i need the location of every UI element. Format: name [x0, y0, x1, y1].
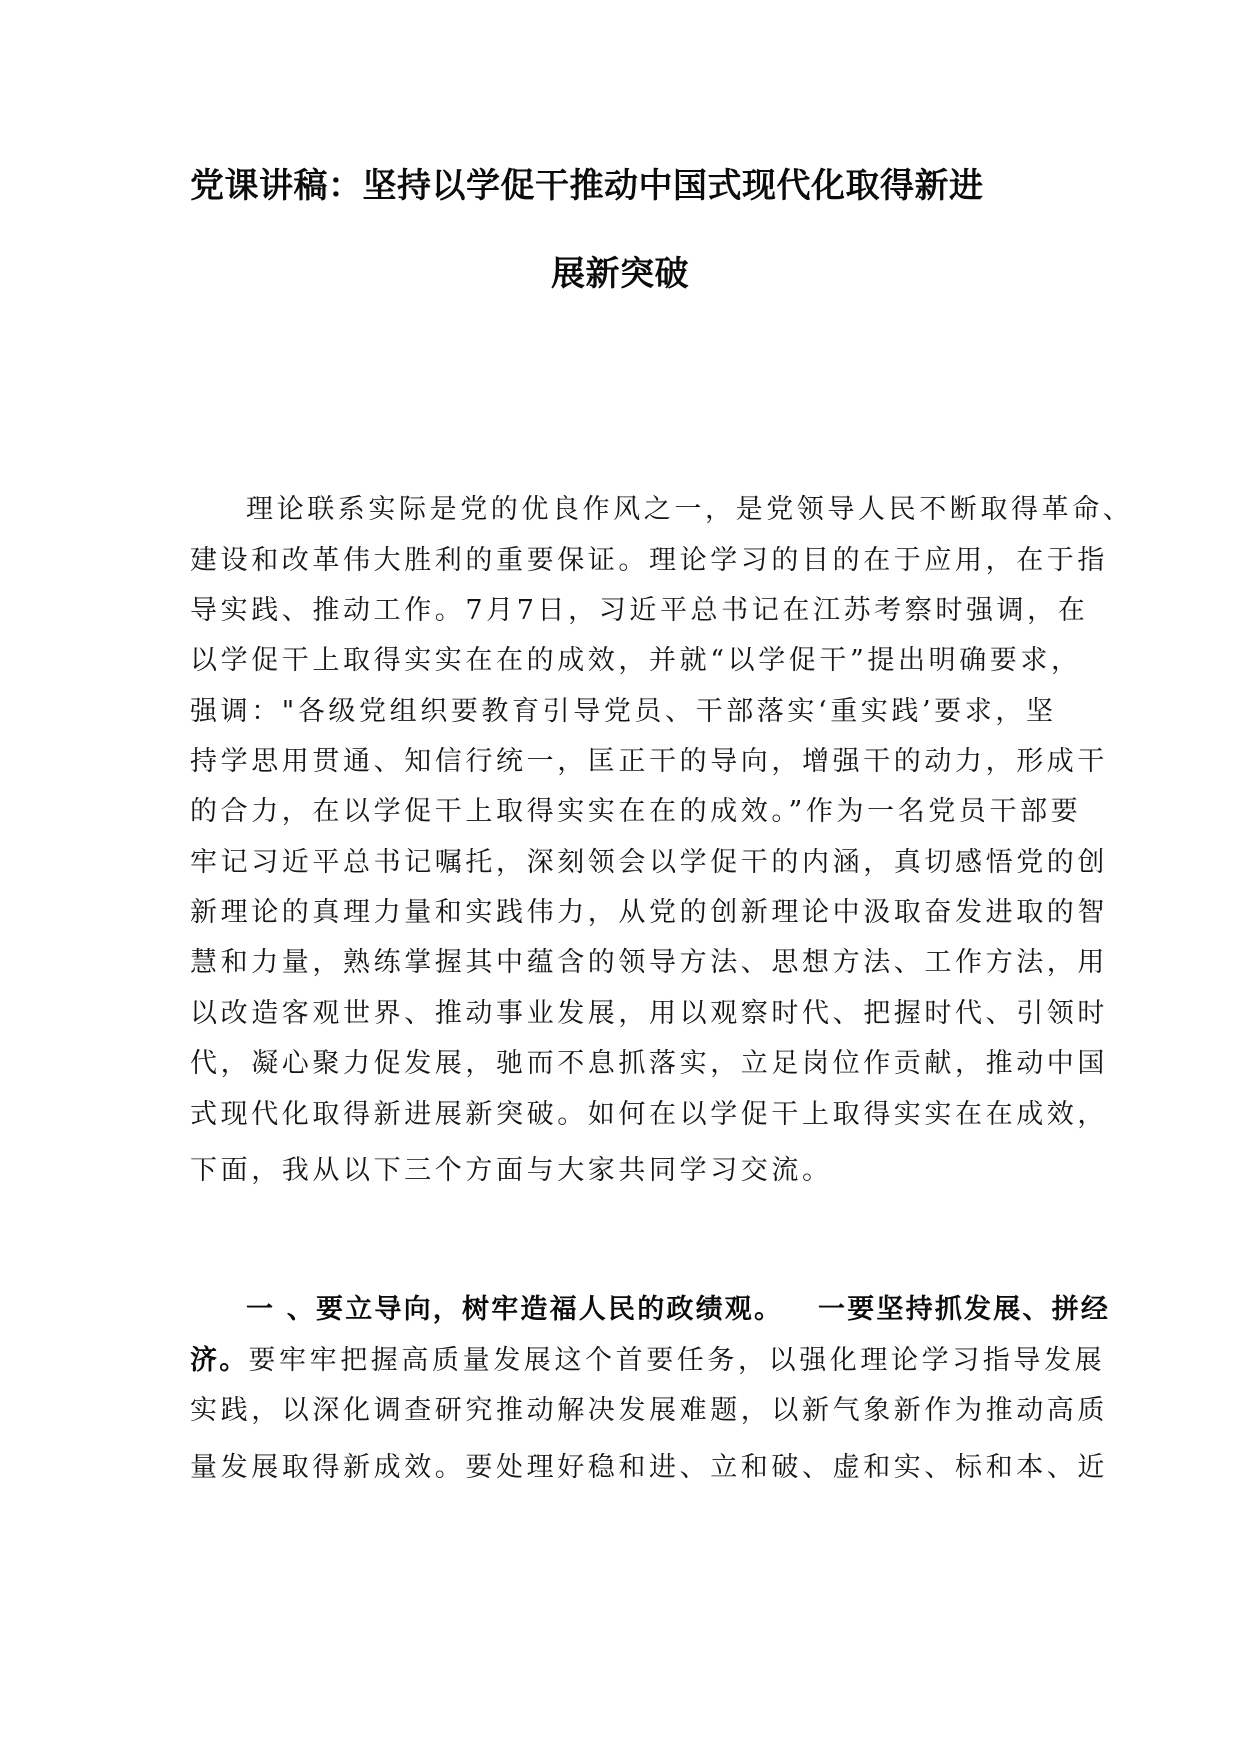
section-line-rest: 要牢牢把握高质量发展这个首要任务，以强化理论学习指导发展	[248, 1345, 1106, 1376]
section-subheading-cont: 济。	[190, 1345, 249, 1376]
paragraph-line: 新理论的真理力量和实践伟力，从党的创新理论中汲取奋发进取的智	[190, 897, 1108, 928]
section-heading: 一 、要立导向，树牢造福人民的政绩观。	[246, 1294, 784, 1325]
paragraph-line: 建设和改革伟大胜利的重要保证。理论学习的目的在于应用，在于指	[190, 545, 1108, 576]
paragraph-line: 以改造客观世界、推动事业发展，用以观察时代、把握时代、引领时	[190, 998, 1108, 1029]
paragraph-line: 慧和力量，熟练掌握其中蕴含的领导方法、思想方法、工作方法，用	[190, 947, 1108, 978]
paragraph-line: 牢记习近平总书记嘱托，深刻领会以学促干的内涵，真切感悟党的创	[190, 847, 1108, 878]
paragraph-line: 以学促干上取得实实在在的成效，并就“以学促干”提出明确要求，	[190, 645, 1082, 676]
paragraph-line: 理论联系实际是党的优良作风之一，是党领导人民不断取得革命、	[246, 494, 1134, 525]
document-title-line-2: 展新突破	[551, 254, 689, 294]
section-heading-line	[246, 1292, 1111, 1328]
paragraph-line: 持学思用贯通、知信行统一，匡正干的导向，增强干的动力，形成干	[190, 746, 1108, 777]
paragraph-line: 式现代化取得新进展新突破。如何在以学促干上取得实实在在成效，	[190, 1099, 1108, 1130]
section-line	[190, 1343, 1106, 1379]
paragraph-line: 的合力，在以学促干上取得实实在在的成效。”作为一名党员干部要	[190, 796, 1082, 827]
section-subheading: 一要坚持抓发展、拼经	[818, 1294, 1111, 1325]
document-title-line-1: 党课讲稿：坚持以学促干推动中国式现代化取得新进	[190, 166, 984, 206]
section-line: 量发展取得新成效。要处理好稳和进、立和破、虚和实、标和本、近	[190, 1452, 1108, 1483]
paragraph-line: 代，凝心聚力促发展，驰而不息抓落实，立足岗位作贡献，推动中国	[190, 1048, 1108, 1079]
paragraph-line: 强调："各级党组织要教育引导党员、干部落实‘重实践’要求，坚	[190, 696, 1057, 727]
section-line: 实践，以深化调查研究推动解决发展难题，以新气象新作为推动高质	[190, 1395, 1108, 1426]
paragraph-line: 下面，我从以下三个方面与大家共同学习交流。	[190, 1155, 833, 1186]
paragraph-line: 导实践、推动工作。7月7日，习近平总书记在江苏考察时强调，在	[190, 595, 1089, 626]
